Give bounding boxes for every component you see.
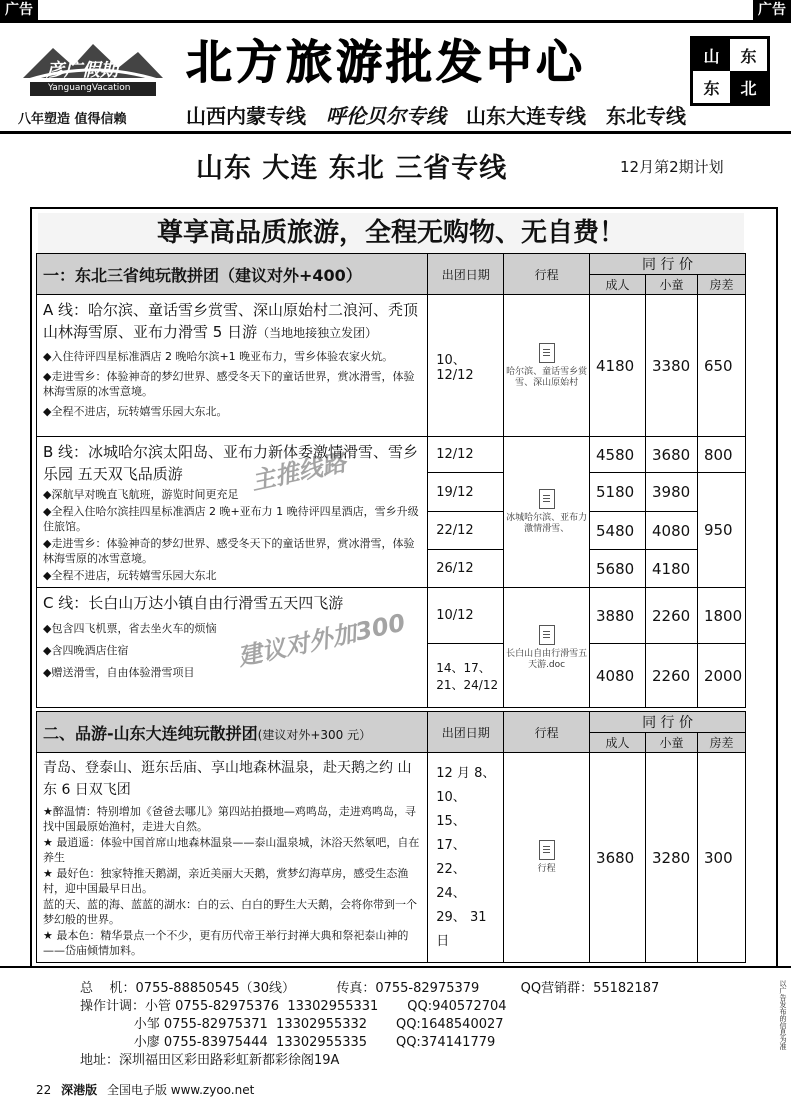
price-child: 2260 [645, 644, 697, 708]
period-label: 12月第2期计划 [620, 158, 724, 176]
bullet: ◆赠送滑雪，自由体验滑雪项目 [43, 666, 195, 679]
line-a-desc [37, 295, 428, 437]
line-c-date: 10/12 [428, 588, 504, 644]
bullet: ◆含四晚酒店住宿 [43, 644, 129, 657]
col-date: 出团日期 [428, 712, 504, 753]
logo-sub: YanguangVacation [48, 83, 131, 93]
shandong-title: 青岛、登泰山、逛东岳庙、享山地森林温泉，赴天鹅之约 山东 6 日双飞团 [43, 760, 412, 798]
route-item: 呼伦贝尔专线 [326, 104, 446, 128]
address-line: 地址：深圳福田区彩田路彩虹新都彩徐阁19A [80, 1053, 340, 1068]
stamp-char: 北 [730, 71, 767, 103]
price-adult: 3880 [590, 588, 646, 644]
page-subtitle: 山东 大连 东北 三省专线 [196, 153, 508, 184]
page-number: 22 [36, 1083, 52, 1097]
watermark-markup: 建议对外加300 [235, 608, 408, 672]
price-adult: 5680 [590, 550, 646, 588]
price-adult: 5480 [590, 512, 646, 550]
contact-line: 小廖 0755-83975444 13302955335 QQ:374141779 [80, 1035, 496, 1050]
ad-tag-right: 广告 [753, 0, 791, 20]
document-icon [539, 625, 555, 645]
doc-label: 行程 [537, 864, 556, 874]
section1-title: 一：东北三省纯玩散拼团（建议对外+400） [37, 254, 428, 295]
price-child: 4180 [645, 550, 697, 588]
price-child: 3680 [645, 437, 697, 473]
bullet: ★ 最逍遥：体验中国首席山地森林温泉——泰山温泉城，沐浴天然氡吧，自在养生 [43, 836, 420, 864]
bullet: ◆全程入住哈尔滨挂四星标准酒店 2 晚+亚布力 1 晚待评四星酒店，雪乡升级住旅馆。 [43, 505, 419, 533]
shandong-dates: 12 月 8、 10、 15、 17、 22、 24、 29、 31 日 [428, 753, 504, 963]
price-child: 4080 [645, 512, 697, 550]
line-a-title: A 线：哈尔滨、童话雪乡赏雪、深山原始村二浪河、秃顶山林海雪原、亚布力滑雪 5 日游 [43, 301, 419, 341]
price-child: 3280 [646, 753, 698, 963]
shandong-desc [37, 753, 428, 963]
bullet: ◆包含四飞机票，省去坐火车的烦恼 [43, 622, 217, 635]
stamp-char: 山 [693, 39, 730, 71]
col-child: 小童 [646, 733, 698, 753]
price-room: 2000 [697, 644, 745, 708]
side-note: 以广告发布的信息为准 [779, 980, 787, 1050]
doc-label: 哈尔滨、童话雪乡赏雪、深山原始村 [506, 366, 588, 388]
price-room: 300 [697, 753, 745, 963]
section2-title [37, 712, 428, 753]
document-icon [539, 840, 555, 860]
price-child: 2260 [645, 588, 697, 644]
line-c-desc [37, 588, 428, 708]
col-room: 房差 [697, 275, 745, 295]
price-child: 3380 [645, 295, 697, 437]
edition-label: 深港版 [61, 1083, 98, 1097]
bullet: ★醉温情：特别增加《爸爸去哪儿》第四站拍摄地—鸡鸣岛，走进鸡鸣岛，寻找中国最原始渔村，走进大自然。 [43, 805, 416, 833]
line-b-date: 19/12 [428, 473, 504, 512]
bullet: ◆全程不进店，玩转嬉雪乐园大东北 [43, 569, 217, 582]
line-b-date: 12/12 [428, 437, 504, 473]
col-date: 出团日期 [428, 254, 504, 295]
col-room: 房差 [697, 733, 745, 753]
region-stamp [690, 36, 770, 106]
bullet: 蓝的天、蓝的海、蓝蓝的湖水：白的云、白白的野生大天鹅，会将你带到一个梦幻般的世界。 [43, 898, 417, 926]
national-edition: 全国电子版 www.zyoo.net [106, 1083, 255, 1097]
price-adult: 4080 [590, 644, 646, 708]
col-adult: 成人 [590, 275, 646, 295]
price-adult: 3680 [590, 753, 646, 963]
col-itinerary: 行程 [504, 254, 590, 295]
watermark-main-route: 主推线路 [248, 448, 349, 496]
col-peer-price: 同 行 价 [590, 254, 746, 275]
price-room: 650 [697, 295, 745, 437]
price-room: 800 [697, 437, 745, 473]
contact-line: 操作计调：小管 0755-82975376 13302955331 QQ:940572704 [80, 999, 507, 1014]
top-rule [0, 20, 791, 23]
price-adult: 4180 [590, 295, 646, 437]
line-c-title: C 线：长白山万达小镇自由行滑雪五天四飞游 [43, 594, 344, 612]
stamp-char: 东 [703, 78, 720, 98]
line-a-date: 10、12/12 [428, 295, 504, 437]
line-c-doc[interactable] [504, 588, 590, 708]
ad-tag-left: 广告 [0, 0, 38, 20]
line-b-date: 22/12 [428, 512, 504, 550]
route-item: 山西内蒙专线 [186, 104, 306, 128]
bullet: ◆走进雪乡：体验神奇的梦幻世界、感受冬天下的童话世界，赏冰滑雪，体验林海雪原的冰雪意境。 [43, 370, 415, 398]
route-list [186, 100, 686, 129]
line-b-title: B 线：冰城哈尔滨太阳岛、亚布力新体委激情滑雪、雪乡乐园 五天双飞品质游 [43, 443, 419, 483]
motto-banner: 尊享高品质旅游，全程无购物、无自费！ [38, 213, 744, 253]
price-room: 950 [697, 473, 745, 588]
contact-line: 总 机：0755-88850545（30线） 传真：0755-82975379 QQ营销群：55182187 [80, 981, 660, 996]
slogan: 八年塑造 值得信赖 [18, 112, 127, 127]
bullet: ◆深航早对晚直飞航班，游览时间更充足 [43, 488, 239, 501]
bullet: ◆走进雪乡：体验神奇的梦幻世界、感受冬天下的童话世界，赏冰滑雪，体验林海雪原的冰雪意境。 [43, 537, 415, 565]
document-icon [539, 343, 555, 363]
brand-title: 北方旅游批发中心 [186, 35, 586, 89]
document-icon [539, 489, 555, 509]
line-b-doc[interactable] [504, 437, 590, 588]
bullet: ◆全程不进店，玩转嬉雪乐园大东北。 [43, 405, 228, 418]
line-b-desc [37, 437, 428, 588]
brand-logo [18, 38, 168, 100]
price-adult: 5180 [590, 473, 646, 512]
col-child: 小童 [645, 275, 697, 295]
col-itinerary: 行程 [504, 712, 590, 753]
price-child: 3980 [645, 473, 697, 512]
line-a-note: （当地地接独立发团） [257, 326, 378, 340]
bullet: ★ 最本色：精华景点一个不少，更有历代帝王举行封禅大典和祭祀泰山神的——岱庙倾情加料。 [43, 929, 409, 957]
contact-footer [0, 968, 791, 1072]
page-footer [36, 1081, 254, 1098]
doc-label: 冰城哈尔滨、亚布力激情滑雪、 [506, 513, 588, 534]
line-c-date: 14、17、21、24/12 [428, 644, 504, 708]
col-peer-price: 同 行 价 [590, 712, 746, 733]
bullet: ◆入住待评四星标准酒店 2 晚哈尔滨+1 晚亚布力，雪乡体验农家火炕。 [43, 350, 394, 363]
section2-title-note: (建议对外+300 元） [257, 727, 372, 742]
price-adult: 4580 [590, 437, 646, 473]
line-a-doc[interactable] [504, 295, 590, 437]
stamp-char: 东 [740, 46, 757, 66]
price-room: 1800 [697, 588, 745, 644]
bullet: ★ 最好色：独家特推天鹅湖，亲近美丽大天鹅，赏梦幻海草房，感受生态渔村，迎中国最早日出。 [43, 867, 409, 895]
section2-title-text: 二、品游-山东大连纯玩散拼团 [43, 723, 258, 743]
line-b-date: 26/12 [428, 550, 504, 588]
doc-label: 长白山自由行滑雪五天游.doc [506, 648, 588, 670]
route-item: 山东大连专线 [466, 104, 586, 128]
logo-text: 彦广假期 [46, 60, 118, 81]
section2-table [36, 711, 746, 963]
header-bottom-rule [0, 131, 791, 134]
route-item: 东北专线 [606, 104, 686, 128]
shandong-doc[interactable] [504, 753, 590, 963]
contact-line: 小邹 0755-82975371 13302955332 QQ:1648540027 [80, 1017, 504, 1032]
col-adult: 成人 [590, 733, 646, 753]
